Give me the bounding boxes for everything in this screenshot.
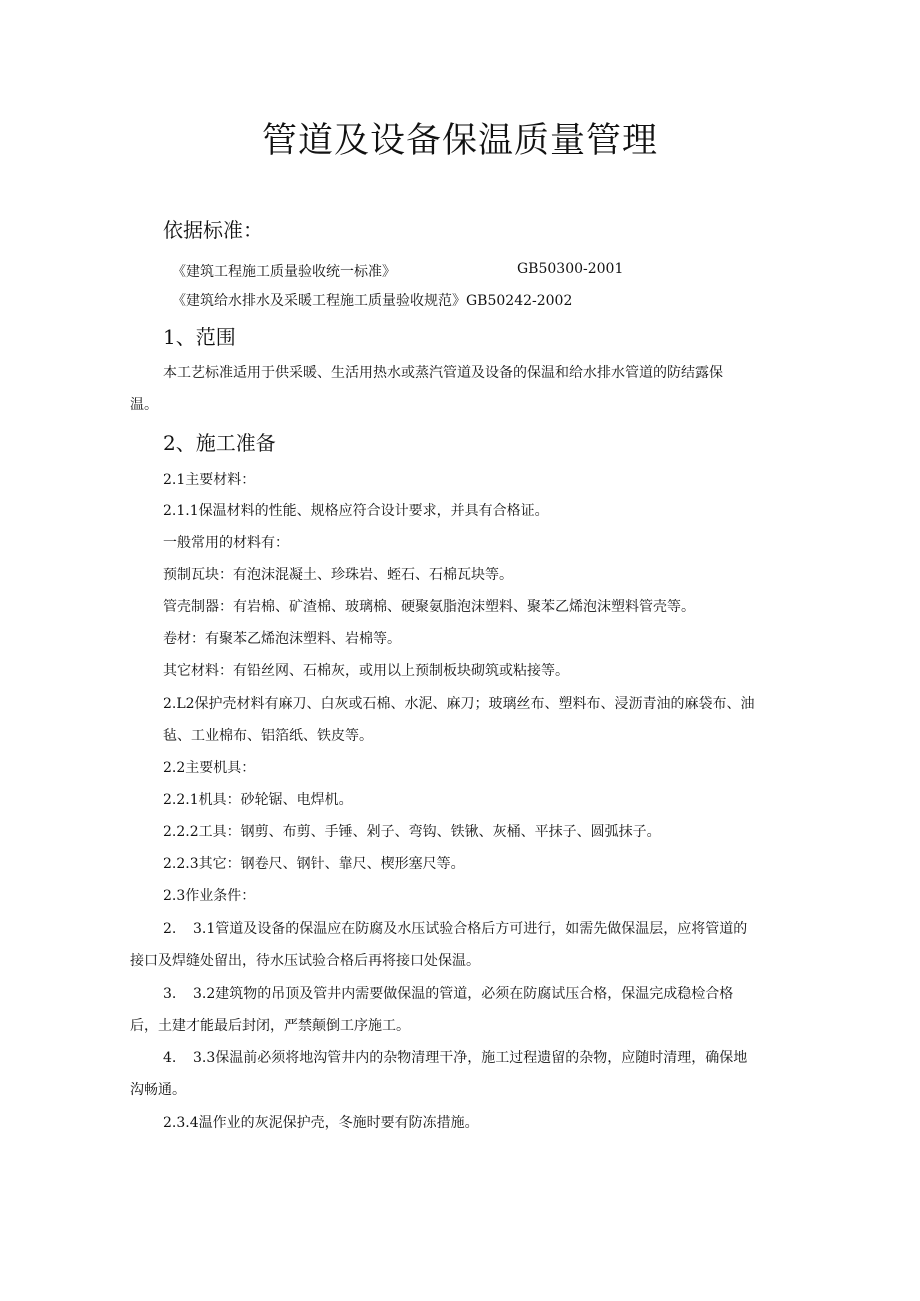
list-item-2-line2: 后，土建才能最后封闭，严禁颠倒工序施工。 [130, 1018, 410, 1034]
line-2-3-4: 2.3.4温作业的灰泥保护壳，冬施时要有防冻措施。 [163, 1115, 479, 1131]
line-2-2-1: 2.2.1机具：砂轮锯、电焊机。 [163, 792, 353, 808]
standard-name-1: 《建筑工程施工质量验收统一标准》 [172, 264, 396, 280]
document-title: 管道及设备保温质量管理 [261, 121, 658, 161]
section1-para-line1: 本工艺标准适用于供采暖、生活用热水或蒸汽管道及设备的保温和给水排水管道的防结露保 [163, 365, 723, 381]
line-2-L2-2: 毡、工业棉布、铝箔纸、铁皮等。 [163, 728, 373, 744]
line-2-2-3: 2.2.3其它：钢卷尺、钢针、靠尺、楔形塞尺等。 [163, 856, 465, 872]
list-item-3-number: 4. [163, 1050, 177, 1066]
standard-name-2-text: 《建筑给水排水及采暖工程施工质量验收规范》 [172, 293, 466, 309]
list-item-2-number: 3. [163, 986, 177, 1002]
list-item-3-line2: 沟畅通。 [130, 1082, 186, 1098]
list-item-1-line2: 接口及焊缝处留出，待水压试验合格后再将接口处保温。 [130, 953, 480, 969]
line-other: 其它材料：有铅丝网、石棉灰，或用以上预制板块砌筑或粘接等。 [163, 663, 569, 679]
line-precast: 预制瓦块：有泡沫混凝土、珍珠岩、蛭石、石棉瓦块等。 [163, 567, 513, 583]
section2-heading: 2、施工准备 [163, 431, 276, 455]
list-item-3-line1 [163, 1047, 747, 1067]
standard-name-2 [172, 290, 572, 310]
section1-heading: 1、范围 [163, 325, 236, 349]
line-2-1-1: 2.1.1保温材料的性能、规格应符合设计要求，并具有合格证。 [163, 503, 549, 519]
standard-code-1: GB50300-2001 [517, 261, 624, 277]
line-2-3: 2.3作业条件： [163, 888, 256, 904]
line-2-1: 2.1主要材料： [163, 472, 256, 488]
list-item-1-number: 2. [163, 921, 177, 937]
standard-code-2: GB50242-2002 [466, 293, 573, 309]
line-2-2-2: 2.2.2工具：钢剪、布剪、手锤、剁子、弯钩、铁锹、灰桶、平抹子、圆弧抹子。 [163, 824, 661, 840]
line-shell: 管壳制器：有岩棉、矿渣棉、玻璃棉、硬聚氨脂泡沫塑料、聚苯乙烯泡沫塑料管壳等。 [163, 599, 695, 615]
list-item-1-line1 [163, 918, 747, 938]
list-item-2-text: 3.2建筑物的吊顶及管井内需要做保温的管道，必须在防腐试压合格，保温完成稳检合格 [193, 986, 734, 1002]
basis-heading: 依据标准： [163, 218, 263, 242]
line-common: 一般常用的材料有： [163, 535, 289, 551]
section1-para-line2: 温。 [130, 397, 158, 413]
line-2-L2-1: 2.L2保护壳材料有麻刀、白灰或石棉、水泥、麻刀；玻璃丝布、塑料布、浸沥青油的麻袋布、油 [163, 696, 755, 712]
line-roll: 卷材：有聚苯乙烯泡沫塑料、岩棉等。 [163, 631, 401, 647]
list-item-3-text: 3.3保温前必须将地沟管井内的杂物清理干净，施工过程遗留的杂物，应随时清理，确保地 [193, 1050, 748, 1066]
list-item-2-line1 [163, 983, 733, 1003]
list-item-1-text: 3.1管道及设备的保温应在防腐及水压试验合格后方可进行，如需先做保温层，应将管道的 [193, 921, 748, 937]
line-2-2: 2.2主要机具： [163, 760, 256, 776]
